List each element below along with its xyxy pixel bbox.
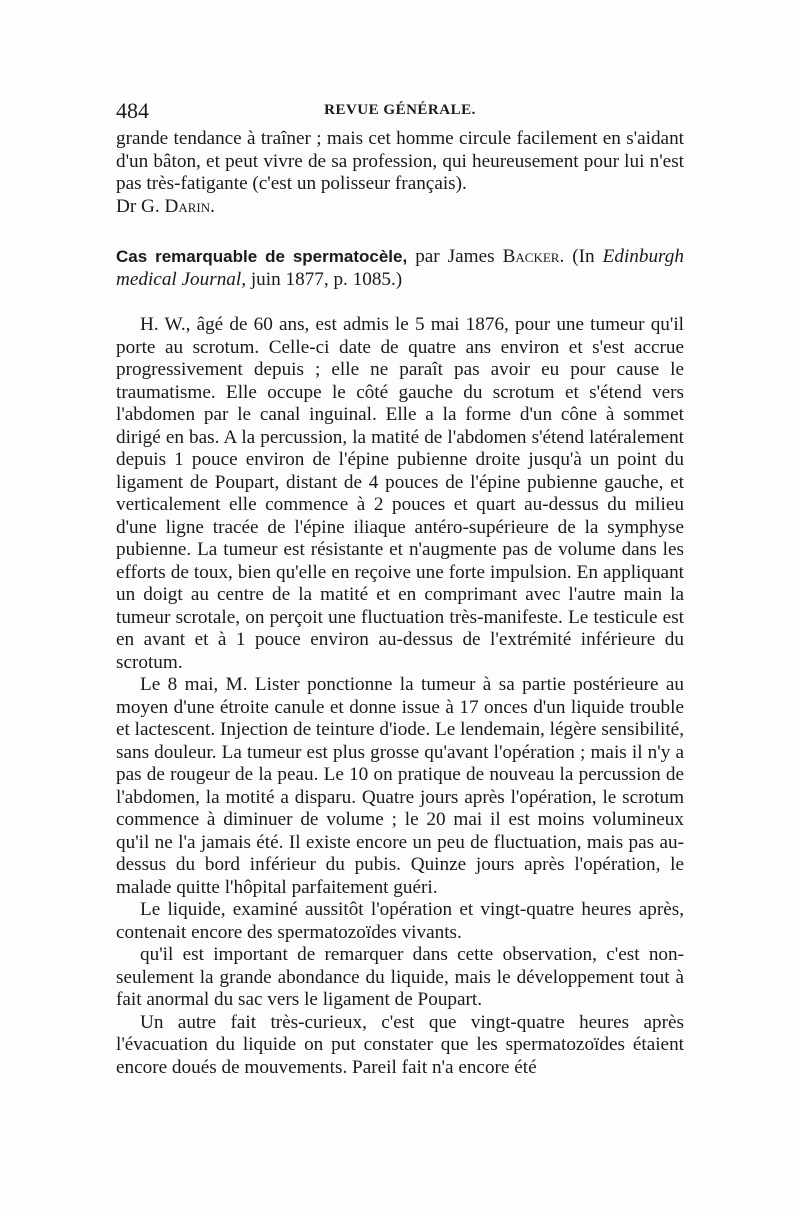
- article-heading: [116, 246, 684, 291]
- article-title: Cas remarquable de spermatocèle,: [116, 247, 408, 266]
- author-signature: [116, 196, 684, 219]
- article-source-rest: juin 1877, p. 1085.): [246, 268, 403, 290]
- page-header: [116, 98, 684, 126]
- intro-block: [116, 128, 684, 218]
- running-title: REVUE GÉNÉRALE.: [324, 102, 476, 118]
- body-paragraph: qu'il est important de remarquer dans cette observation, c'est non-seulement la grande abondance du liquide, mais le développement tout à fait anormal du sac vers le ligament de Poupart.: [116, 944, 684, 1010]
- article-source-open: (In: [564, 246, 603, 267]
- signature-prefix: Dr G.: [116, 195, 165, 217]
- intro-paragraph: grande tendance à traîner ; mais cet homme circule facilement en s'aidant d'un bâton, et peut vivre de sa profession, qui heureusement pour lui n'est pas très-fatigante (c'est un polisseur français).: [116, 128, 684, 194]
- body-paragraph: Le liquide, examiné aussitôt l'opération et vingt-quatre heures après, contenait encore des spermatozoïdes vivants.: [116, 899, 684, 943]
- article-author: Backer.: [502, 246, 565, 267]
- journal-name: Edinburgh medical Journal,: [116, 246, 684, 290]
- article-body: [116, 314, 684, 1079]
- body-paragraph: H. W., âgé de 60 ans, est admis le 5 mai 1876, pour une tumeur qu'il porte au scrotum. Celle-ci date de quatre ans environ et s'est accrue progressivement depuis ; elle ne paraît pas avoir eu pour cause le traumatisme. Elle occupe le côté gauche du scrotum et s'étend vers l'abdomen par le canal inguinal. Elle a la forme d'un cône à sommet dirigé en bas. A la percussion, la matité de l'abdomen s'étend latéralement depuis 1 pouce environ de l'épine pubienne droite jusqu'à un point du ligament de Poupart, distant de 4 pouces de l'épine pubienne gauche, et verticalement elle commence à 2 pouces et quart au-dessus du milieu d'une ligne tracée de l'épine iliaque antéro-supérieure de la symphyse pubienne. La tumeur est résistante et n'augmente pas de volume dans les efforts de toux, bien qu'elle en reçoive une forte impulsion. En appliquant un doigt au centre de la matité et en comprimant avec l'autre main la tumeur scrotale, on perçoit une fluctuation très-manifeste. Le testicule est en avant et à 1 pouce environ au-dessus de l'extrémité inférieure du scrotum.: [116, 314, 684, 673]
- signature-name: Darin.: [164, 195, 215, 217]
- article-by: par James: [407, 246, 503, 267]
- page-number: 484: [116, 98, 149, 123]
- body-paragraph: Un autre fait très-curieux, c'est que vingt-quatre heures après l'évacuation du liquide on put constater que les spermatozoïdes étaient encore doués de mouvements. Pareil fait n'a encore été: [116, 1011, 684, 1078]
- body-paragraph: Le 8 mai, M. Lister ponctionne la tumeur à sa partie postérieure au moyen d'une étroite canule et donne issue à 17 onces d'un liquide trouble et lactescent. Injection de teinture d'iode. Le lendemain, légère sensibilité, sans douleur. La tumeur est plus grosse qu'avant l'opération ; mais il n'y a pas de rougeur de la peau. Le 10 on pratique de nouveau la percussion de l'abdomen, la motité a disparu. Quatre jours après l'opération, le scrotum commence à diminuer de volume ; le 20 mai il est moins volumineux qu'il ne l'a jamais été. Il existe encore un peu de fluctuation, mais pas au-dessus du bord inférieur du pubis. Quinze jours après l'opération, le malade quitte l'hôpital parfaitement guéri.: [116, 674, 684, 898]
